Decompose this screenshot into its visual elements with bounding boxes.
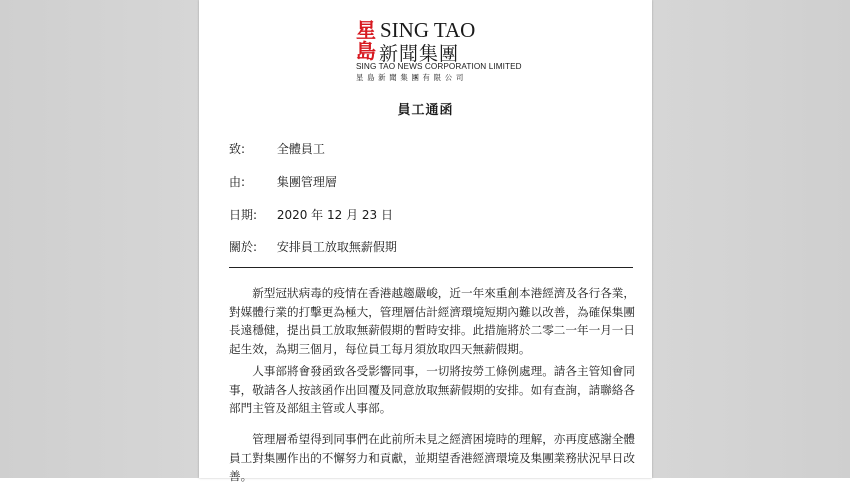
field-subject: [229, 238, 397, 255]
memo-page: [199, 0, 652, 484]
field-from-label: 由:: [229, 175, 246, 189]
logo-mark: 星 島: [356, 18, 376, 63]
company-logo: [355, 18, 555, 82]
field-to-label: 致:: [229, 142, 246, 156]
field-date-value: 2020 年 12 月 23 日: [276, 208, 393, 222]
logo-corp-zh: 星島新聞集團有限公司: [356, 73, 467, 82]
logo-name-en: SING TAO: [380, 18, 476, 42]
paragraph-3: 管理層希望得到同事們在此前所未見之經濟困境時的理解，亦再度感謝全體員工對集團作出的不懈努力和貢獻，並期望香港經濟環境及集團業務狀況早日改善。: [229, 432, 635, 484]
paragraph-2: 人事部將會發函致各受影響同事，一切將按勞工條例處理。請各主管知會同事，敬請各人按該函作出回覆及同意放取無薪假期的安排。如有查詢，請聯絡各部門主管及部組主管或人事部。: [229, 364, 635, 416]
field-date: [229, 206, 393, 223]
field-subject-label: 關於:: [229, 240, 258, 254]
field-subject-value: 安排員工放取無薪假期: [276, 240, 397, 254]
field-from: [229, 173, 337, 190]
field-to-value: 全體員工: [276, 142, 325, 156]
memo-title: 員工通函: [397, 103, 454, 118]
paragraph-1: 新型冠狀病毒的疫情在香港越趨嚴峻，近一年來重創本港經濟及各行各業，對媒體行業的打擊更為極大，管理層估計經濟環境短期內難以改善，為確保集團長遠穩健，提出員工放取無薪假期的暫時安排。此措施將於二零二一年一月一日起生效，為期三個月，每位員工每月須放取四天無薪假期。: [229, 286, 635, 356]
header-divider: [229, 267, 633, 268]
field-from-value: 集團管理層: [276, 175, 337, 189]
logo-name-zh: 新聞集團: [379, 43, 460, 65]
logo-corp-en: SING TAO NEWS CORPORATION LIMITED: [356, 62, 522, 71]
field-to: [229, 140, 325, 157]
field-date-label: 日期:: [229, 208, 258, 222]
